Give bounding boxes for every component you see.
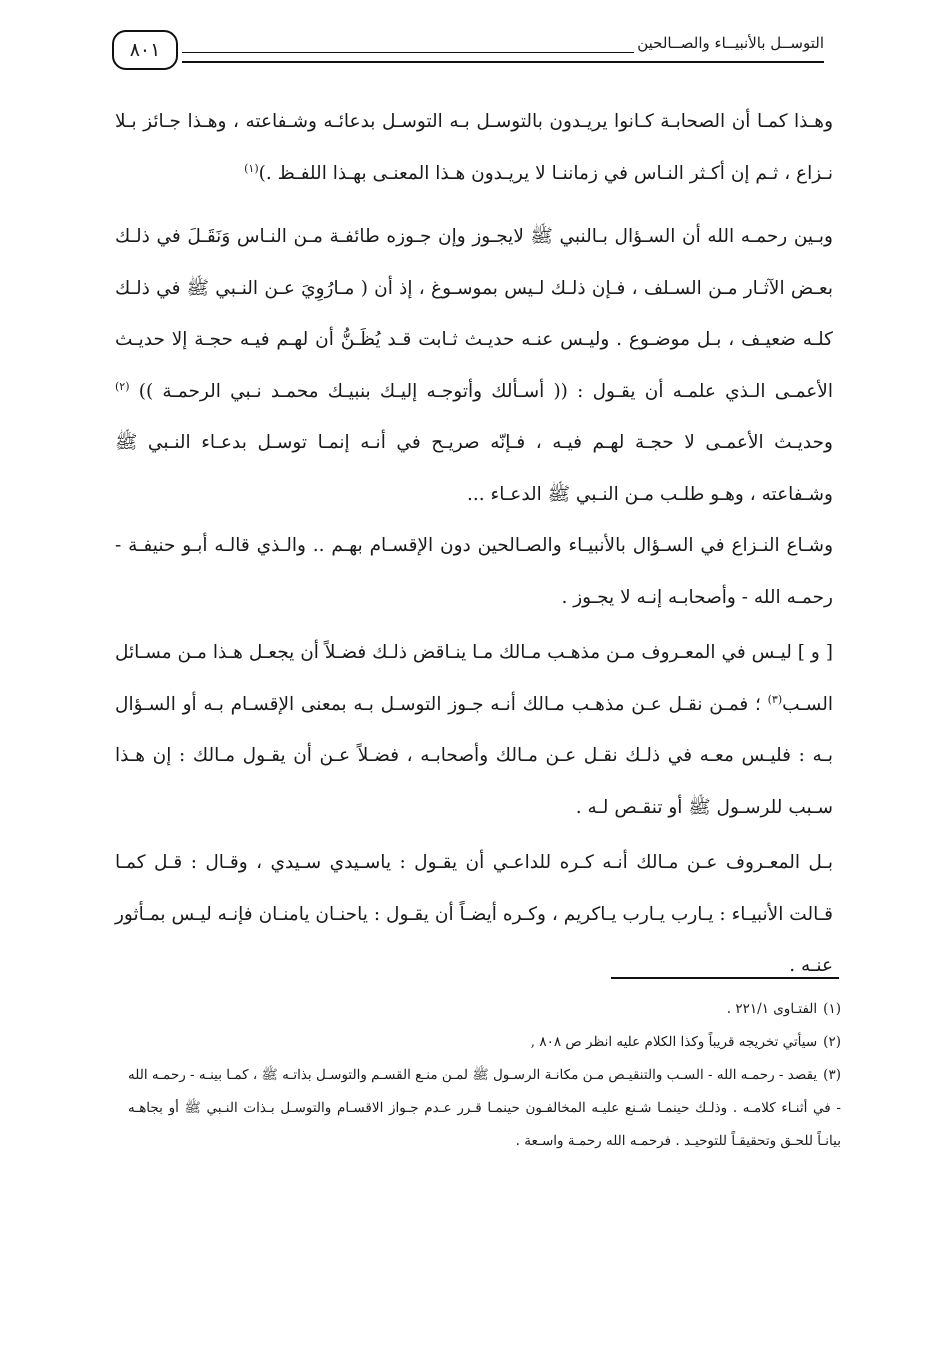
footnote-ref-3: (٣) (767, 692, 783, 706)
header-rule (182, 61, 824, 63)
paragraph-5-text: بـل المعـروف عـن مـالك أنـه كـره للداعـي أن يقـول : ياسـيدي سـيدي ، وقـال : قـل كمـا قـالت الأنبيـاء : يـارب يـارب يـاكريم ، وكـره أيضـاً أن يقـول : ياحنـان يامنـان فإنـه ليـس بمـأثور عنـه . (115, 852, 833, 976)
footnotes (128, 993, 841, 1158)
footnote-3 (128, 1059, 841, 1158)
paragraph-1-text: وهـذا كمـا أن الصحابـة كـانوا يريـدون بالتوسـل بـه التوسـل بدعائـه وشـفاعته ، وهـذا جـائز بـلا نـزاع ، ثـم إن أكـثر النـاس في زماننـا لا يريـدون هـذا المعنـى بهـذا اللفـظ .) (115, 111, 833, 184)
paragraph-3 (115, 520, 833, 623)
footnote-separator (611, 977, 839, 979)
main-text (115, 96, 833, 992)
footnote-2-number: (٢) (823, 1034, 841, 1050)
footnote-1 (128, 993, 841, 1026)
paragraph-1 (115, 96, 833, 199)
paragraph-2-text-b: وحديـث الأعمـى لا حجـة لهـم فيـه ، فـإنّه صريـح في أنـه إنمـا توسـل بدعـاء النـبي ﷺ وشـفاعته ، وهـو طلـب مـن النـبي ﷺ الدعـاء ... (115, 432, 833, 505)
footnote-2-text: سيأتي تخريجه قريباً وكذا الكلام عليه انظر ص ٨٠٨ , (530, 1034, 818, 1050)
page-header (112, 30, 824, 74)
paragraph-5 (115, 837, 833, 992)
paragraph-4 (115, 627, 833, 833)
footnote-ref-1: (١) (244, 161, 259, 175)
footnote-1-number: (١) (823, 1001, 841, 1017)
footnote-3-number: (٣) (823, 1067, 841, 1083)
footnote-2 (128, 1026, 841, 1059)
paragraph-4-text-a: [ و ] ليـس في المعـروف مـن مذهـب مـالك مـا ينـاقض ذلـك فضـلاً أن يجعـل هـذا مـن مسـائل السـب (115, 642, 833, 715)
footnote-1-text: الفتـاوى ٢٢١/١ . (726, 1001, 818, 1017)
paragraph-2 (115, 211, 833, 520)
paragraph-2-text-a: وبـين رحمـه الله أن السـؤال بـالنبي ﷺ لايجـوز وإن جـوزه طائفـة مـن النـاس وَنَقَـلَ في ذلـك بعـض الآثـار مـن السـلف ، فـإن ذلـك لـيس بموسـوغ ، إذ أن ( مـارُوِيَ عـن النـبي ﷺ في ذلـك كلـه ضعيـف ، بـل موضـوع . وليـس عنـه حديـث ثـابت قـد يُظَـنُّ أن لهـم فيـه حجـة إلا حديـث الأعمـى الـذي علمـه أن يقـول : (( أسـألك وأتوجـه إليـك بنبيـك محمـد نـبي الرحمـة )) (115, 226, 833, 402)
paragraph-4-text-b: ؛ فمـن نقـل عـن مذهـب مـالك أنـه جـوز التوسـل بـه بمعنى الإقسـام بـه أو السـؤال بـه : فليـس معـه في ذلـك نقـل عـن مـالك وأصحابـه ، فضـلاً عـن أن يقـول مـالك : إن هـذا سـبب للرسـول ﷺ أو تنقـص لـه . (115, 693, 833, 818)
page-number: ٨٠١ (112, 30, 178, 70)
footnote-ref-2: (٢) (115, 379, 130, 393)
running-title: التوســل بالأنبيــاء والصــالحين (637, 34, 824, 52)
footnote-3-text: يقصد - رحمـه الله - السـب والتنقيـص مـن مكانـة الرسـول ﷺ لمـن منـع القسـم والتوسـل بذاتـه ﷺ ، كمـا بينـه - رحمـه الله - في أثنـاء كلامـه . وذلـك حينمـا شـنع عليـه المخالفـون حينمـا قـرر عـدم جـواز الاقسـام والتوسـل بـذات النـبي ﷺ أو بجاهـه بيانـاً للحـق وتحقيقـاً للتوحيـد . فرحمـه الله رحمـة واسـعة . (128, 1067, 841, 1149)
paragraph-3-text: وشـاع النـزاع في السـؤال بالأنبيـاء والصـالحين دون الإقسـام بهـم .. والـذي قالـه أبـو حنيفـة - رحمـه الله - وأصحابـه إنـه لا يجـوز . (115, 535, 833, 608)
header-thin-rule (182, 52, 634, 53)
